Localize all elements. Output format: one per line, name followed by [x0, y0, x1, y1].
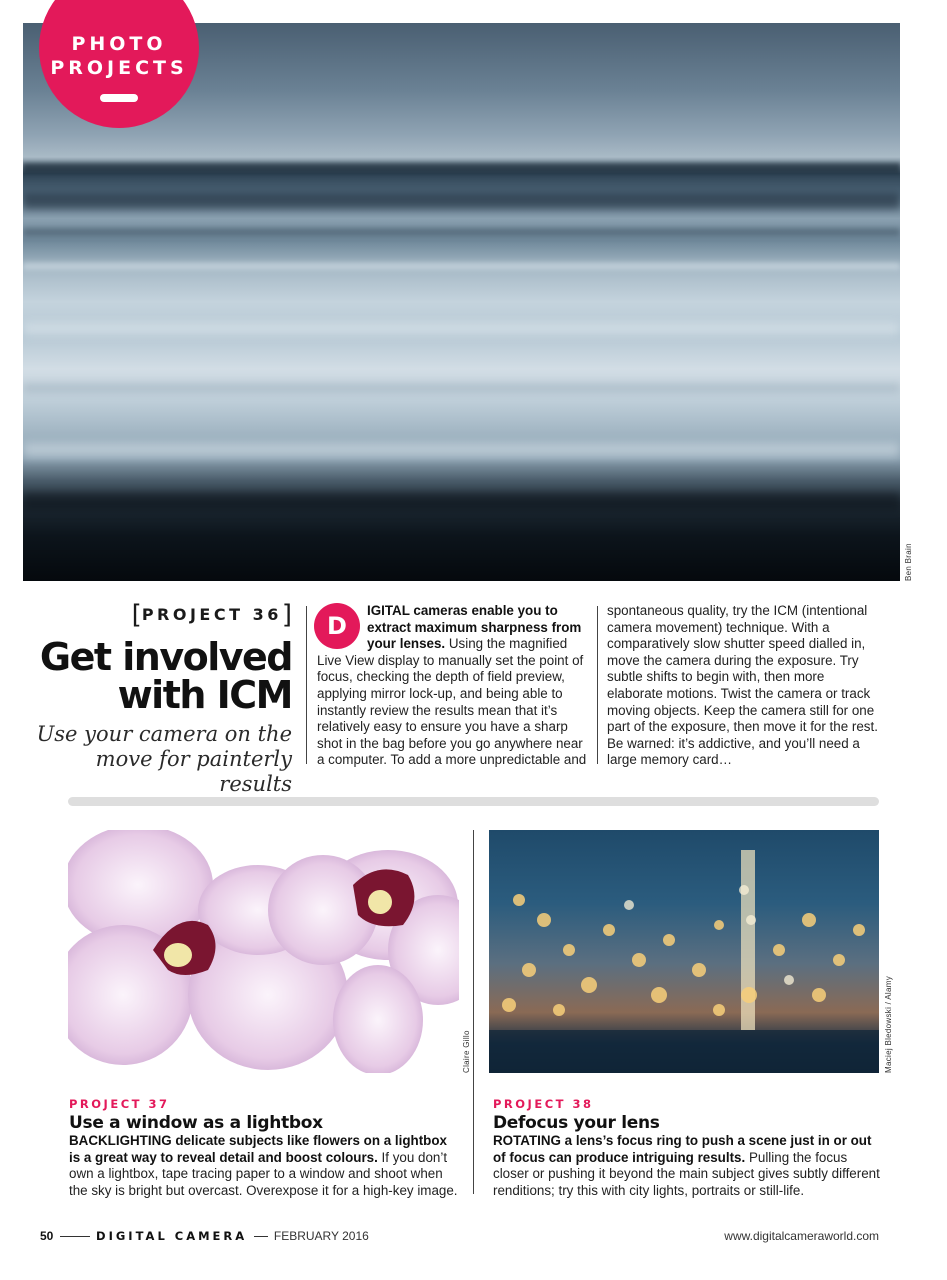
- project-36-title: Get involved with ICM: [39, 635, 292, 717]
- project-38-text: Pulling the focus closer or pushing it beyond the main subject gives subtly different renditions; try this with city lights, portraits or still-life.: [493, 1149, 880, 1198]
- photo-credit-photo1: Claire Gillo: [462, 1030, 471, 1073]
- badge-bar: [100, 94, 138, 102]
- issue-date: FEBRUARY 2016: [273, 1229, 369, 1243]
- column-rule: [306, 606, 307, 764]
- project-37-text: If you don’t own a lightbox, tape tracing paper to a window and shoot when the sky is bright but overcast. Overexpose it for a high-key image.: [69, 1149, 458, 1198]
- footer-rule: [60, 1236, 90, 1237]
- project-37-lead: BACKLIGHTING delicate subjects like flowers on a lightbox is a great way to reveal detail and boost colours.: [69, 1133, 447, 1165]
- footer-left: [40, 1229, 369, 1243]
- dropcap: D: [314, 603, 360, 649]
- project-38-lead: ROTATING a lens’s focus ring to push a scene just in or out of focus can produce intriguing results.: [493, 1133, 872, 1165]
- page-number: 50: [40, 1229, 54, 1243]
- photo-credit-hero: Ben Brain: [904, 543, 913, 581]
- column-rule: [597, 606, 598, 764]
- section-divider: [68, 797, 879, 806]
- badge-line-2: PROJECTS: [50, 57, 188, 79]
- project-36-subtitle: Use your camera on the move for painterly results: [36, 722, 292, 796]
- project-37-label: PROJECT 37: [69, 1097, 170, 1111]
- photo-city-bokeh: [489, 830, 879, 1073]
- project-36-body-2: spontaneous quality, try the ICM (intentional camera movement) technique. With a comparatively slow shutter speed dialled in, move the camera during the exposure. Try subtle shifts to begin with, then more elaborate motions. Twist the camera or track moving objects. Keep the camera still for one part of the exposure, then move it for the rest. Be warned: it’s addictive, and you’ll need a large memory card…: [607, 603, 878, 768]
- project-36-column-1: [317, 603, 589, 769]
- footer-rule: [254, 1236, 268, 1237]
- project-36-label: [PROJECT 36]: [131, 600, 292, 630]
- footer-url: www.digitalcameraworld.com: [724, 1229, 879, 1243]
- photo-orchids: [68, 830, 459, 1073]
- magazine-name: DIGITAL CAMERA: [96, 1229, 248, 1243]
- project-37-title: Use a window as a lightbox: [69, 1113, 323, 1133]
- project-37-body: [69, 1133, 461, 1199]
- photo-credit-photo2: Maciej Bledowski / Alamy: [884, 975, 893, 1073]
- column-rule: [473, 830, 474, 1194]
- project-38-body: [493, 1133, 885, 1199]
- project-38-label: PROJECT 38: [493, 1097, 594, 1111]
- project-36-lead: IGITAL cameras enable you to extract maximum sharpness from your lenses.: [367, 603, 582, 652]
- project-38-title: Defocus your lens: [493, 1113, 660, 1133]
- badge-line-1: PHOTO: [71, 33, 167, 55]
- project-36-body-1: Using the magnified Live View display to manually set the point of focus, checking the depth of field preview, applying mirror lock-up, and being able to instantly review the results mean that it’s relatively easy to ensure you have a sharp shot in the bag before you go anywhere near a computer. To add a more unpredictable and: [317, 636, 587, 768]
- project-36-column-2: [607, 603, 879, 769]
